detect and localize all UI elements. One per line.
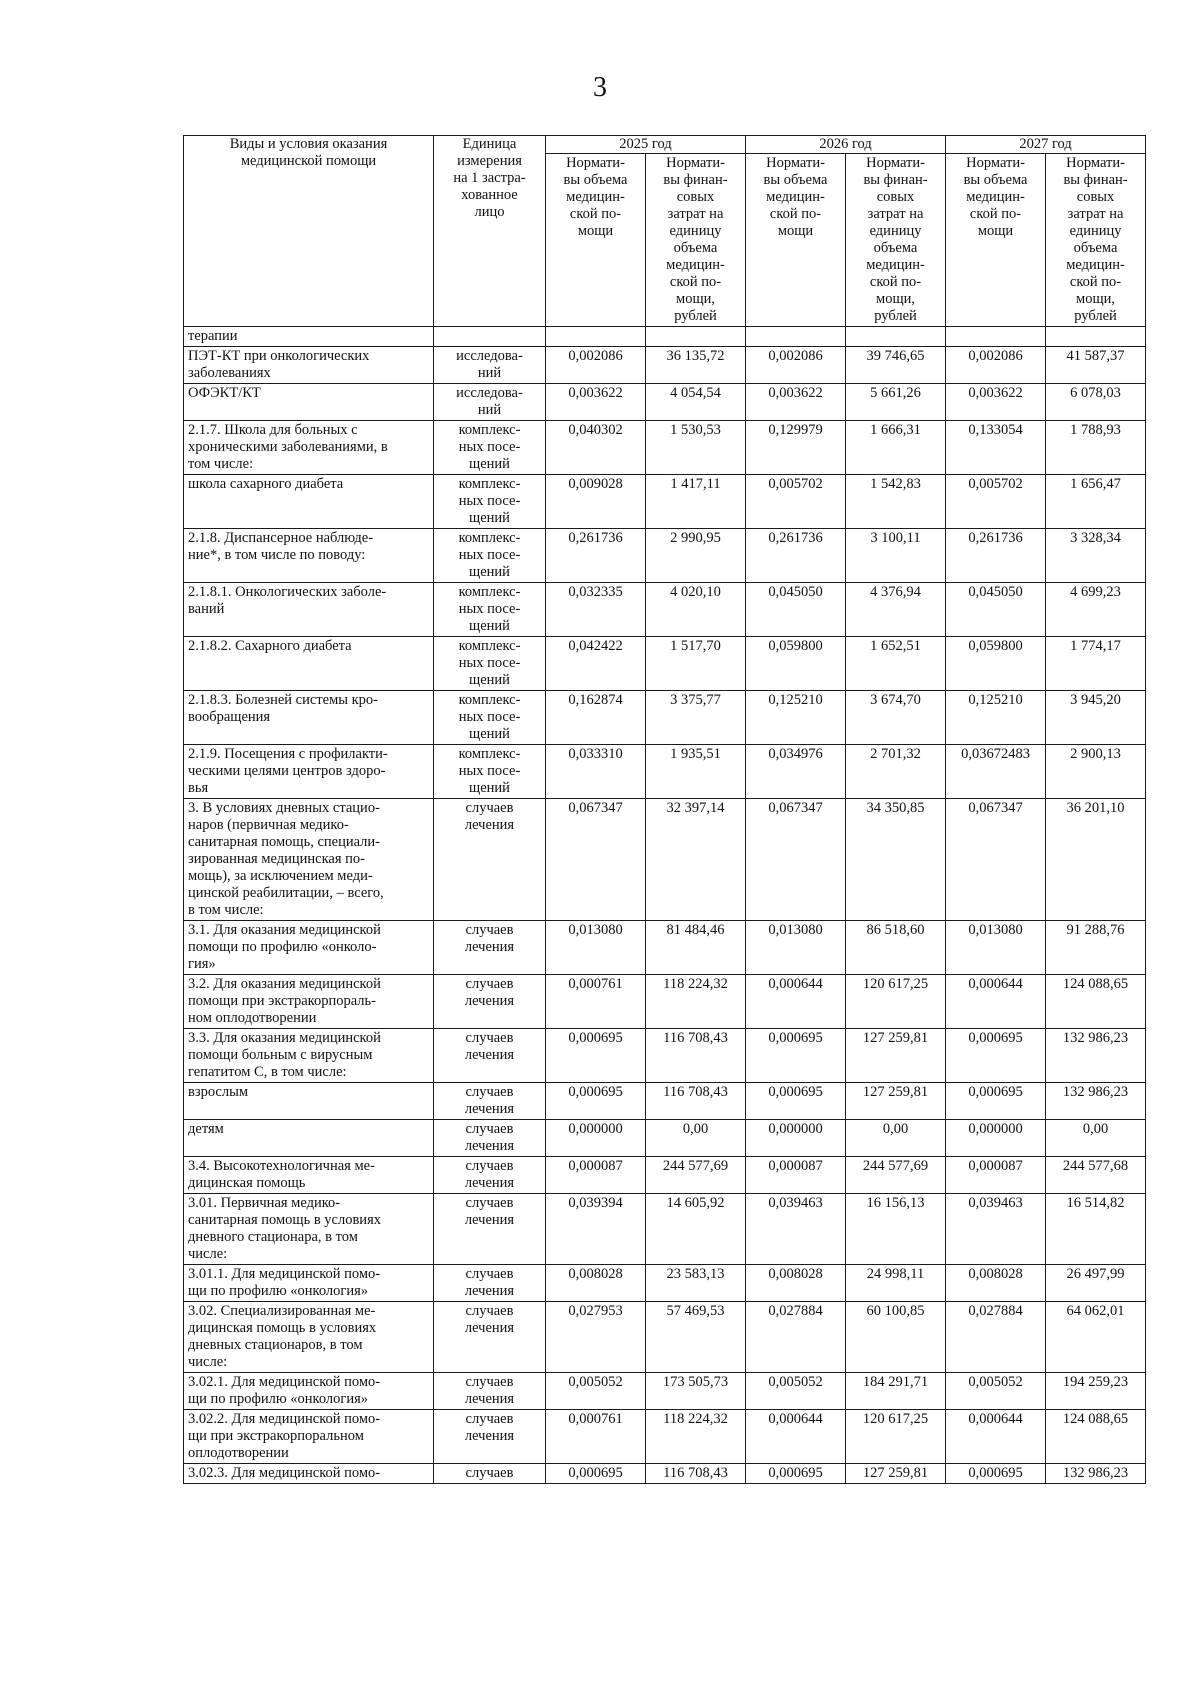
table-row (184, 1373, 1146, 1410)
cell-kind: 3.02.1. Для медицинской помо- щи по профилю «онкология» (184, 1373, 434, 1410)
cell-volume-2027: 0,005702 (946, 475, 1046, 529)
cell-volume-2025: 0,039394 (546, 1194, 646, 1265)
cell-volume-2025: 0,005052 (546, 1373, 646, 1410)
header-year-2025: 2025 год (546, 136, 746, 154)
cell-volume-2027: 0,133054 (946, 421, 1046, 475)
cell-cost-2026: 1 652,51 (846, 637, 946, 691)
cell-unit: случаев лечения (434, 1265, 546, 1302)
table-row (184, 691, 1146, 745)
cell-volume-2027: 0,000000 (946, 1120, 1046, 1157)
table-row (184, 327, 1146, 347)
cell-volume-2025: 0,033310 (546, 745, 646, 799)
cell-volume-2027: 0,000695 (946, 1029, 1046, 1083)
table-row (184, 421, 1146, 475)
cell-cost-2025: 1 935,51 (646, 745, 746, 799)
cell-cost-2026: 184 291,71 (846, 1373, 946, 1410)
cell-cost-2025: 4 020,10 (646, 583, 746, 637)
cell-volume-2026: 0,000644 (746, 975, 846, 1029)
cell-cost-2026: 2 701,32 (846, 745, 946, 799)
cell-cost-2026: 0,00 (846, 1120, 946, 1157)
cell-cost-2026: 127 259,81 (846, 1083, 946, 1120)
cell-unit: случаев (434, 1464, 546, 1484)
cell-cost-2025: 116 708,43 (646, 1029, 746, 1083)
cell-volume-2027: 0,059800 (946, 637, 1046, 691)
cell-volume-2025: 0,000000 (546, 1120, 646, 1157)
cell-volume-2026: 0,005052 (746, 1373, 846, 1410)
cell-volume-2027: 0,002086 (946, 347, 1046, 384)
cell-cost-2027: 41 587,37 (1046, 347, 1146, 384)
cell-cost-2025: 4 054,54 (646, 384, 746, 421)
table-row (184, 745, 1146, 799)
cell-volume-2027: 0,000087 (946, 1157, 1046, 1194)
cell-unit: случаев лечения (434, 799, 546, 921)
table-row (184, 384, 1146, 421)
cell-cost-2025: 1 517,70 (646, 637, 746, 691)
cell-volume-2025: 0,013080 (546, 921, 646, 975)
cell-unit: исследова- ний (434, 384, 546, 421)
cell-kind: детям (184, 1120, 434, 1157)
table-row (184, 347, 1146, 384)
cell-cost-2025: 2 990,95 (646, 529, 746, 583)
cell-unit: комплекс- ных посе- щений (434, 475, 546, 529)
header-cost-2026: Нормати- вы финан- совых затрат на единицу объема медицин- ской по- мощи, рублей (846, 154, 946, 327)
cell-cost-2027: 4 699,23 (1046, 583, 1146, 637)
cell-cost-2026: 1 666,31 (846, 421, 946, 475)
cell-kind: 3.1. Для оказания медицинской помощи по профилю «онколо- гия» (184, 921, 434, 975)
cell-volume-2025: 0,008028 (546, 1265, 646, 1302)
header-year-2026: 2026 год (746, 136, 946, 154)
cell-volume-2025: 0,000087 (546, 1157, 646, 1194)
cell-cost-2027: 2 900,13 (1046, 745, 1146, 799)
cell-volume-2026: 0,000695 (746, 1464, 846, 1484)
cell-volume-2025: 0,000695 (546, 1083, 646, 1120)
cell-unit: случаев лечения (434, 1083, 546, 1120)
cell-unit: случаев лечения (434, 1029, 546, 1083)
cell-volume-2025: 0,067347 (546, 799, 646, 921)
cell-kind: 3.2. Для оказания медицинской помощи при экстракорпораль- ном оплодотворении (184, 975, 434, 1029)
cell-volume-2025: 0,032335 (546, 583, 646, 637)
cell-unit: случаев лечения (434, 1120, 546, 1157)
cell-cost-2027: 244 577,68 (1046, 1157, 1146, 1194)
cell-volume-2025: 0,009028 (546, 475, 646, 529)
table-row (184, 1265, 1146, 1302)
table-row (184, 1083, 1146, 1120)
cell-volume-2027: 0,000644 (946, 975, 1046, 1029)
cell-volume-2027: 0,000644 (946, 1410, 1046, 1464)
cell-kind: взрослым (184, 1083, 434, 1120)
cell-cost-2026: 3 674,70 (846, 691, 946, 745)
cell-kind: ПЭТ-КТ при онкологических заболеваниях (184, 347, 434, 384)
table-row (184, 975, 1146, 1029)
cell-volume-2026: 0,045050 (746, 583, 846, 637)
cell-volume-2026: 0,059800 (746, 637, 846, 691)
cell-volume-2027: 0,067347 (946, 799, 1046, 921)
cell-cost-2027: 1 656,47 (1046, 475, 1146, 529)
cell-kind: 2.1.7. Школа для больных с хроническими заболеваниями, в том числе: (184, 421, 434, 475)
cell-cost-2026: 120 617,25 (846, 975, 946, 1029)
page-number: 3 (593, 72, 607, 103)
cell-cost-2025: 23 583,13 (646, 1265, 746, 1302)
cell-volume-2025 (546, 327, 646, 347)
cell-cost-2025: 0,00 (646, 1120, 746, 1157)
cell-volume-2025: 0,000695 (546, 1464, 646, 1484)
cell-volume-2025: 0,000695 (546, 1029, 646, 1083)
cell-unit: случаев лечения (434, 1410, 546, 1464)
cell-volume-2027: 0,027884 (946, 1302, 1046, 1373)
cell-cost-2025: 81 484,46 (646, 921, 746, 975)
table-row (184, 799, 1146, 921)
cell-cost-2025: 244 577,69 (646, 1157, 746, 1194)
cell-unit: случаев лечения (434, 975, 546, 1029)
cell-cost-2026: 1 542,83 (846, 475, 946, 529)
cell-cost-2026: 34 350,85 (846, 799, 946, 921)
table-row (184, 475, 1146, 529)
cell-cost-2025: 116 708,43 (646, 1083, 746, 1120)
cell-kind: 3. В условиях дневных стацио- наров (первичная медико- санитарная помощь, специали- зированная медицинская по- мощь), за исключением меди- цинской реабилитации, – всего, в том числе: (184, 799, 434, 921)
cell-kind: 3.4. Высокотехнологичная ме- дицинская помощь (184, 1157, 434, 1194)
cell-cost-2025: 173 505,73 (646, 1373, 746, 1410)
cell-kind: 3.02. Специализированная ме- дицинская помощь в условиях дневных стационаров, в том числе: (184, 1302, 434, 1373)
cell-volume-2025: 0,003622 (546, 384, 646, 421)
cell-unit: комплекс- ных посе- щений (434, 637, 546, 691)
cell-cost-2027: 64 062,01 (1046, 1302, 1146, 1373)
cell-cost-2027: 0,00 (1046, 1120, 1146, 1157)
cell-cost-2027: 36 201,10 (1046, 799, 1146, 921)
cell-cost-2026: 3 100,11 (846, 529, 946, 583)
header-volume-2026: Нормати- вы объема медицин- ской по- мощи (746, 154, 846, 327)
cell-volume-2025: 0,042422 (546, 637, 646, 691)
cell-volume-2026: 0,002086 (746, 347, 846, 384)
cell-cost-2026: 16 156,13 (846, 1194, 946, 1265)
cell-cost-2025: 57 469,53 (646, 1302, 746, 1373)
cell-cost-2027: 26 497,99 (1046, 1265, 1146, 1302)
cell-unit: случаев лечения (434, 1157, 546, 1194)
cell-cost-2027: 124 088,65 (1046, 1410, 1146, 1464)
table-row (184, 1410, 1146, 1464)
cell-cost-2025: 3 375,77 (646, 691, 746, 745)
cell-volume-2027: 0,03672483 (946, 745, 1046, 799)
cell-cost-2026: 127 259,81 (846, 1029, 946, 1083)
cell-kind: терапии (184, 327, 434, 347)
header-year-2027: 2027 год (946, 136, 1146, 154)
table-row (184, 529, 1146, 583)
cell-volume-2025: 0,000761 (546, 1410, 646, 1464)
cell-volume-2025: 0,002086 (546, 347, 646, 384)
cell-cost-2027: 132 986,23 (1046, 1083, 1146, 1120)
cell-unit: случаев лечения (434, 1302, 546, 1373)
table-row (184, 1120, 1146, 1157)
cell-kind: 3.02.2. Для медицинской помо- щи при экстракорпоральном оплодотворении (184, 1410, 434, 1464)
cell-volume-2027: 0,013080 (946, 921, 1046, 975)
table-row (184, 1029, 1146, 1083)
cell-volume-2026: 0,013080 (746, 921, 846, 975)
norms-table (183, 135, 1146, 1484)
cell-kind: 3.3. Для оказания медицинской помощи больным с вирусным гепатитом С, в том числе: (184, 1029, 434, 1083)
cell-cost-2026: 5 661,26 (846, 384, 946, 421)
cell-volume-2027: 0,045050 (946, 583, 1046, 637)
cell-volume-2026: 0,067347 (746, 799, 846, 921)
table-row (184, 1194, 1146, 1265)
cell-volume-2027: 0,039463 (946, 1194, 1046, 1265)
cell-cost-2025: 116 708,43 (646, 1464, 746, 1484)
cell-unit: комплекс- ных посе- щений (434, 529, 546, 583)
cell-volume-2026: 0,261736 (746, 529, 846, 583)
cell-volume-2027: 0,125210 (946, 691, 1046, 745)
cell-volume-2027: 0,000695 (946, 1464, 1046, 1484)
cell-kind: 3.01. Первичная медико- санитарная помощь в условиях дневного стационара, в том числе: (184, 1194, 434, 1265)
cell-cost-2027: 3 945,20 (1046, 691, 1146, 745)
cell-unit: случаев лечения (434, 921, 546, 975)
cell-volume-2025: 0,040302 (546, 421, 646, 475)
cell-cost-2026: 120 617,25 (846, 1410, 946, 1464)
header-volume-2027: Нормати- вы объема медицин- ской по- мощи (946, 154, 1046, 327)
table-row (184, 637, 1146, 691)
cell-cost-2025: 118 224,32 (646, 1410, 746, 1464)
cell-unit: комплекс- ных посе- щений (434, 691, 546, 745)
cell-volume-2026: 0,039463 (746, 1194, 846, 1265)
cell-cost-2027: 124 088,65 (1046, 975, 1146, 1029)
cell-cost-2025: 36 135,72 (646, 347, 746, 384)
table-row (184, 1464, 1146, 1484)
cell-volume-2027: 0,003622 (946, 384, 1046, 421)
cell-unit: комплекс- ных посе- щений (434, 745, 546, 799)
cell-unit: исследова- ний (434, 347, 546, 384)
cell-cost-2026: 244 577,69 (846, 1157, 946, 1194)
header-volume-2025: Нормати- вы объема медицин- ской по- мощи (546, 154, 646, 327)
cell-cost-2026: 60 100,85 (846, 1302, 946, 1373)
cell-cost-2026: 4 376,94 (846, 583, 946, 637)
cell-volume-2026: 0,000695 (746, 1083, 846, 1120)
cell-cost-2025: 32 397,14 (646, 799, 746, 921)
cell-cost-2025: 1 417,11 (646, 475, 746, 529)
cell-volume-2025: 0,000761 (546, 975, 646, 1029)
cell-kind: ОФЭКТ/КТ (184, 384, 434, 421)
cell-volume-2025: 0,027953 (546, 1302, 646, 1373)
cell-volume-2027: 0,005052 (946, 1373, 1046, 1410)
cell-volume-2026: 0,008028 (746, 1265, 846, 1302)
cell-volume-2026 (746, 327, 846, 347)
cell-kind: 3.01.1. Для медицинской помо- щи по профилю «онкология» (184, 1265, 434, 1302)
cell-cost-2026 (846, 327, 946, 347)
cell-cost-2027: 132 986,23 (1046, 1464, 1146, 1484)
cell-cost-2025: 14 605,92 (646, 1194, 746, 1265)
cell-unit: комплекс- ных посе- щений (434, 583, 546, 637)
cell-unit: случаев лечения (434, 1373, 546, 1410)
cell-kind: школа сахарного диабета (184, 475, 434, 529)
cell-kind: 2.1.8.1. Онкологических заболе- ваний (184, 583, 434, 637)
cell-volume-2026: 0,129979 (746, 421, 846, 475)
cell-cost-2027: 1 788,93 (1046, 421, 1146, 475)
cell-cost-2026: 39 746,65 (846, 347, 946, 384)
cell-volume-2026: 0,125210 (746, 691, 846, 745)
cell-unit: комплекс- ных посе- щений (434, 421, 546, 475)
cell-volume-2026: 0,027884 (746, 1302, 846, 1373)
cell-cost-2025 (646, 327, 746, 347)
cell-kind: 3.02.3. Для медицинской помо- (184, 1464, 434, 1484)
cell-cost-2027: 3 328,34 (1046, 529, 1146, 583)
table-row (184, 1157, 1146, 1194)
cell-kind: 2.1.8.3. Болезней системы кро- вообращения (184, 691, 434, 745)
cell-unit (434, 327, 546, 347)
cell-unit: случаев лечения (434, 1194, 546, 1265)
cell-volume-2027: 0,008028 (946, 1265, 1046, 1302)
cell-cost-2027: 1 774,17 (1046, 637, 1146, 691)
cell-volume-2027 (946, 327, 1046, 347)
cell-cost-2026: 127 259,81 (846, 1464, 946, 1484)
cell-volume-2026: 0,005702 (746, 475, 846, 529)
cell-cost-2025: 118 224,32 (646, 975, 746, 1029)
cell-kind: 2.1.9. Посещения с профилакти- ческими целями центров здоро- вья (184, 745, 434, 799)
header-cost-2027: Нормати- вы финан- совых затрат на единицу объема медицин- ской по- мощи, рублей (1046, 154, 1146, 327)
cell-cost-2027: 16 514,82 (1046, 1194, 1146, 1265)
cell-volume-2026: 0,000000 (746, 1120, 846, 1157)
cell-cost-2027: 132 986,23 (1046, 1029, 1146, 1083)
header-unit: Единица измерения на 1 застра- хованное лицо (434, 136, 546, 327)
cell-volume-2026: 0,034976 (746, 745, 846, 799)
cell-volume-2025: 0,162874 (546, 691, 646, 745)
cell-volume-2026: 0,000087 (746, 1157, 846, 1194)
cell-cost-2027: 194 259,23 (1046, 1373, 1146, 1410)
cell-cost-2027: 91 288,76 (1046, 921, 1146, 975)
table-row (184, 1302, 1146, 1373)
cell-volume-2026: 0,000695 (746, 1029, 846, 1083)
table-row (184, 921, 1146, 975)
header-kind: Виды и условия оказания медицинской помощи (184, 136, 434, 327)
cell-cost-2026: 86 518,60 (846, 921, 946, 975)
cell-kind: 2.1.8.2. Сахарного диабета (184, 637, 434, 691)
cell-cost-2026: 24 998,11 (846, 1265, 946, 1302)
cell-kind: 2.1.8. Диспансерное наблюде- ние*, в том числе по поводу: (184, 529, 434, 583)
cell-cost-2027 (1046, 327, 1146, 347)
cell-volume-2025: 0,261736 (546, 529, 646, 583)
cell-volume-2027: 0,261736 (946, 529, 1046, 583)
cell-volume-2026: 0,003622 (746, 384, 846, 421)
cell-volume-2027: 0,000695 (946, 1083, 1046, 1120)
header-cost-2025: Нормати- вы финан- совых затрат на единицу объема медицин- ской по- мощи, рублей (646, 154, 746, 327)
table-row (184, 583, 1146, 637)
cell-cost-2027: 6 078,03 (1046, 384, 1146, 421)
cell-volume-2026: 0,000644 (746, 1410, 846, 1464)
cell-cost-2025: 1 530,53 (646, 421, 746, 475)
